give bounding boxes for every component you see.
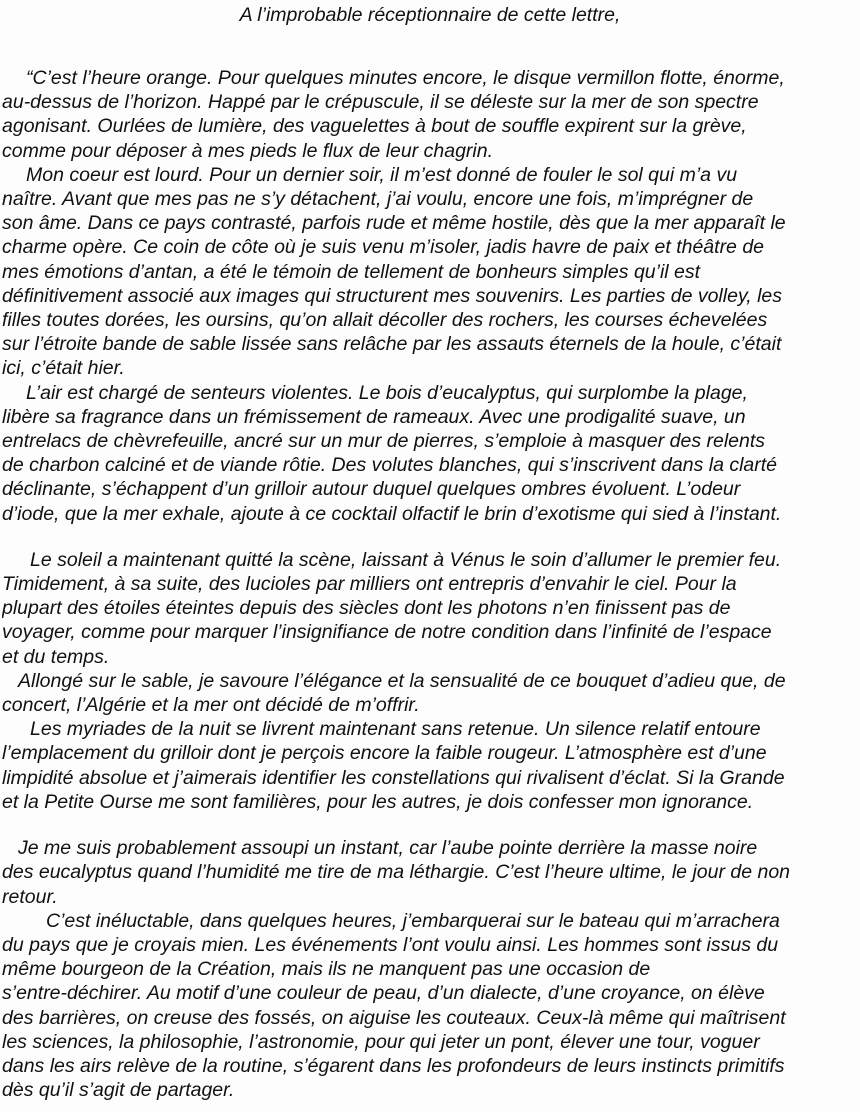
letter-title: A l’improbable réceptionnaire de cette lettre, xyxy=(239,4,621,26)
text-line: l’emplacement du grilloir dont je perçois encore la faible rougeur. L’atmosphère est d’une xyxy=(2,742,767,765)
text-line: les sciences, la philosophie, l’astronomie, pour qui jeter un pont, élever une tour, voguer xyxy=(2,1030,760,1053)
text-line: définitivement associé aux images qui structurent mes souvenirs. Les parties de volley, les xyxy=(2,284,783,307)
text-line: Timidement, à sa suite, des lucioles par milliers ont entrepris d’envahir le ciel. Pour la xyxy=(2,573,737,596)
text-line: “C’est l’heure orange. Pour quelques minutes encore, le disque vermillon flotte, énorme, xyxy=(26,67,785,89)
text-line: même bourgeon de la Création, mais ils ne manquent pas une occasion de xyxy=(2,958,651,981)
text-line: L’air est chargé de senteurs violentes. Le bois d’eucalyptus, qui surplombe la plage, xyxy=(26,381,748,404)
text-line: Je me suis probablement assoupi un instant, car l’aube pointe derrière la masse noire xyxy=(18,837,758,860)
letter-paragraph xyxy=(2,381,858,526)
text-line: d’iode, que la mer exhale, ajoute à ce cocktail olfactif le brin d’exotisme qui sied à l’instant. xyxy=(2,502,782,525)
text-line: libère sa fragrance dans un frémissement de rameaux. Avec une prodigalité suave, un xyxy=(2,405,746,428)
paragraph-gap xyxy=(2,814,858,836)
text-line: entrelacs de chèvrefeuille, ancré sur un mur de pierres, s’emploie à masquer des relents xyxy=(2,430,766,453)
text-line: concert, l’Algérie et la mer ont décidé de m’offrir. xyxy=(2,694,420,717)
text-line: Le soleil a maintenant quitté la scène, laissant à Vénus le soin d’allumer le premier feu. xyxy=(30,548,782,571)
text-line: Mon coeur est lourd. Pour un dernier soir, il m’est donné de fouler le sol qui m’a vu xyxy=(26,163,738,186)
letter-paragraph xyxy=(2,717,858,814)
text-line: s’entre-déchirer. Au motif d’une couleur de peau, d’un dialecte, d’une croyance, on élève xyxy=(2,982,765,1005)
letter-paragraph xyxy=(2,66,858,163)
text-line: déclinante, s’échappent d’un grilloir autour duquel quelques ombres évoluent. L’odeur xyxy=(2,478,741,501)
text-line: ici, c’était hier. xyxy=(2,357,125,380)
text-line: Les myriades de la nuit se livrent maintenant sans retenue. Un silence relatif entoure xyxy=(30,718,761,741)
letter-paragraph xyxy=(2,836,858,909)
text-line: du pays que je croyais mien. Les événements l’ont voulu ainsi. Les hommes sont issus du xyxy=(2,933,779,956)
text-line: au-dessus de l’horizon. Happé par le crépuscule, il se déleste sur la mer de son spectre xyxy=(2,91,759,114)
text-line: sur l’étroite bande de sable lissée sans relâche par les assauts éternels de la houle, c’était xyxy=(2,333,782,356)
text-line: dès qu’il s’agit de partager. xyxy=(2,1079,235,1102)
text-line: plupart des étoiles éteintes depuis des siècles dont les photons n’en finissent pas de xyxy=(2,597,731,620)
letter-body xyxy=(2,66,858,1102)
letter-paragraph xyxy=(2,548,858,669)
text-line: des eucalyptus quand l’humidité me tire de ma léthargie. C’est l’heure ultime, le jour de non xyxy=(2,861,791,884)
letter-paragraph xyxy=(2,909,858,1103)
text-line: son âme. Dans ce pays contrasté, parfois rude et même hostile, dès que la mer apparaît le xyxy=(2,212,786,235)
text-line: filles toutes dorées, les oursins, qu’on allait décoller des rochers, les courses échevelées xyxy=(2,309,768,332)
letter-paragraph xyxy=(2,669,858,717)
text-line: des barrières, on creuse des fossés, on aiguise les couteaux. Ceux-là même qui maîtrisent xyxy=(2,1006,786,1029)
paragraph-gap xyxy=(2,526,858,548)
text-line: de charbon calciné et de viande rôtie. Des volutes blanches, qui s’inscrivent dans la clarté xyxy=(2,454,778,477)
text-line: Allongé sur le sable, je savoure l’élégance et la sensualité de ce bouquet d’adieu que, de xyxy=(18,669,786,692)
text-line: et du temps. xyxy=(2,645,110,668)
text-line: dans les airs relève de la routine, s’égarent dans les profondeurs de leurs instincts primitifs xyxy=(2,1054,785,1077)
text-line: agonisant. Ourlées de lumière, des vaguelettes à bout de souffle expirent sur la grève, xyxy=(2,115,747,138)
letter-paragraph xyxy=(2,163,858,381)
text-line: naître. Avant que mes pas ne s’y détachent, j’ai voulu, encore une fois, m’imprégner de xyxy=(2,188,754,211)
text-line: C’est inéluctable, dans quelques heures, j’embarquerai sur le bateau qui m’arrachera xyxy=(46,909,780,932)
text-line: et la Petite Ourse me sont familières, pour les autres, je dois confesser mon ignorance. xyxy=(2,790,754,813)
text-line: limpidité absolue et j’aimerais identifier les constellations qui rivalisent d’éclat. Si la Grande xyxy=(2,766,785,789)
text-line: charme opère. Ce coin de côte où je suis venu m’isoler, jadis havre de paix et théâtre de xyxy=(2,236,765,259)
text-line: comme pour déposer à mes pieds le flux de leur chagrin. xyxy=(2,139,494,162)
text-line: mes émotions d’antan, a été le témoin de tellement de bonheurs simples qu’il est xyxy=(2,260,701,283)
text-line: voyager, comme pour marquer l’insignifiance de notre condition dans l’infinité de l’espace xyxy=(2,621,772,644)
text-line: retour. xyxy=(2,885,58,908)
